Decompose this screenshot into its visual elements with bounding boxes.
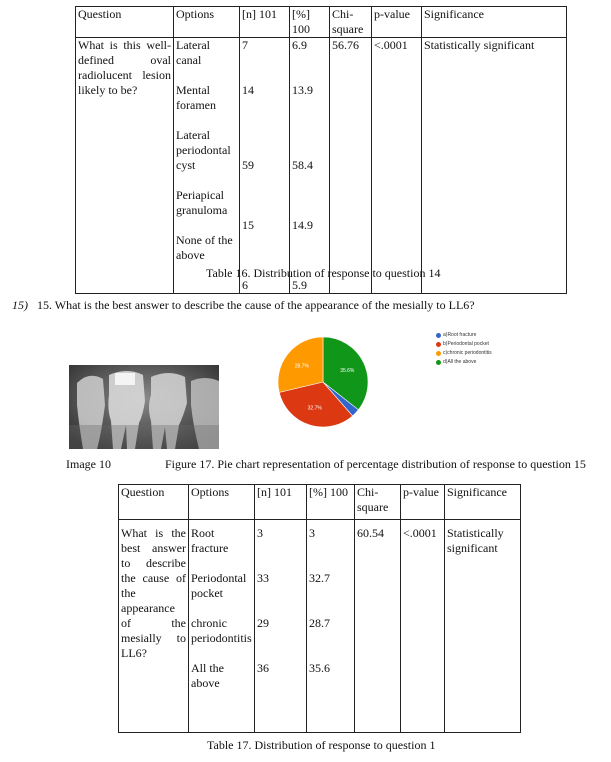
- header-options: Options: [174, 7, 240, 38]
- option-text: Periodontal pocket: [191, 571, 247, 600]
- header-options: Options: [189, 485, 255, 520]
- legend-label: b)Periodontal pocket: [443, 341, 489, 347]
- n-value: 59: [242, 158, 254, 172]
- image-10-caption: Image 10: [66, 457, 111, 471]
- question-15-text: 15. What is the best answer to describe the cause of the appearance of the mesially to LL6?: [37, 298, 475, 312]
- figure-17-caption: Figure 17. Pie chart representation of percentage distribution of response to question 15: [165, 457, 586, 471]
- question-cell: What is this well-defined oval radiolucent lesion likely to be?: [76, 38, 174, 294]
- header-pct: [%] 100: [290, 7, 330, 38]
- legend-item: [436, 350, 492, 356]
- option-text: Periapical granuloma: [176, 188, 228, 217]
- significance-cell: Statistically significant: [422, 38, 567, 294]
- pie-slice-label: 28.7%: [294, 363, 309, 370]
- table-16-body: [76, 38, 567, 294]
- header-chi-square: Chi-square: [330, 7, 372, 38]
- table-17: [118, 484, 521, 733]
- chi-square-cell: 56.76: [330, 38, 372, 294]
- n-value: 29: [257, 616, 269, 630]
- n-value: 7: [242, 38, 248, 52]
- option-text: Mental foramen: [176, 83, 216, 112]
- option-text: Lateral periodontal cyst: [176, 128, 231, 172]
- header-question: Question: [119, 485, 189, 520]
- option-text: chronic periodontitis: [191, 616, 252, 645]
- question-15-line: [12, 298, 475, 313]
- option-text: Lateral canal: [176, 38, 210, 67]
- pie-chart: [270, 322, 570, 434]
- n-value: 14: [242, 83, 254, 97]
- n-value: 15: [242, 218, 254, 232]
- pie-slice-label: 32.7%: [307, 405, 322, 412]
- pct-value: 3: [309, 526, 315, 540]
- pct-cell: [290, 38, 330, 294]
- pct-value: 28.7: [309, 616, 330, 630]
- xray-drawing: [69, 365, 219, 449]
- table-16-caption: Table 16. Distribution of response to question 14: [206, 266, 441, 280]
- p-value-cell: <.0001: [372, 38, 422, 294]
- legend-item: [436, 341, 489, 347]
- table-16: [75, 6, 567, 294]
- table-17-body: [119, 520, 521, 733]
- pct-value: 32.7: [309, 571, 330, 585]
- n-value: 6: [242, 278, 248, 292]
- dental-xray-image: [69, 365, 219, 449]
- legend-swatch: [436, 342, 441, 347]
- n-value: 3: [257, 526, 263, 540]
- header-n: [n] 101: [255, 485, 307, 520]
- pct-cell: [307, 520, 355, 733]
- header-n: [n] 101: [240, 7, 290, 38]
- header-chi-square: Chi-square: [355, 485, 401, 520]
- pct-value: 6.9: [292, 38, 307, 52]
- legend-label: c)chronic periodontitis: [443, 350, 492, 356]
- legend-label: a)Root fracture: [443, 332, 477, 338]
- table-17-caption: Table 17. Distribution of response to question 1: [207, 738, 436, 752]
- legend-item: [436, 332, 476, 338]
- legend-item: [436, 359, 476, 365]
- header-p-value: p-value: [401, 485, 445, 520]
- pct-value: 35.6: [309, 661, 330, 675]
- legend-swatch: [436, 351, 441, 356]
- pie-slice-label: 35.6%: [340, 368, 355, 375]
- option-text: All the above: [191, 661, 224, 690]
- question-15-marker: 15): [12, 298, 28, 312]
- header-significance: Significance: [445, 485, 521, 520]
- pct-value: 5.9: [292, 278, 307, 292]
- options-cell: [189, 520, 255, 733]
- legend-swatch: [436, 333, 441, 338]
- header-question: Question: [76, 7, 174, 38]
- header-pct: [%] 100: [307, 485, 355, 520]
- table-17-header: [119, 485, 521, 520]
- legend-label: d)All the above: [443, 359, 477, 365]
- pct-value: 13.9: [292, 83, 313, 97]
- legend-swatch: [436, 360, 441, 365]
- options-cell: [174, 38, 240, 294]
- table-16-header: [76, 7, 567, 38]
- option-text: None of the above: [176, 233, 233, 262]
- n-value: 36: [257, 661, 269, 675]
- question-cell: What is the best answer to describe the cause of the appearance of the mesially to LL6?: [119, 520, 189, 733]
- n-cell: [240, 38, 290, 294]
- n-cell: [255, 520, 307, 733]
- significance-cell: Statistically significant: [445, 520, 521, 733]
- p-value-cell: <.0001: [401, 520, 445, 733]
- chi-square-cell: 60.54: [355, 520, 401, 733]
- pct-value: 14.9: [292, 218, 313, 232]
- header-significance: Significance: [422, 7, 567, 38]
- n-value: 33: [257, 571, 269, 585]
- header-p-value: p-value: [372, 7, 422, 38]
- pct-value: 58.4: [292, 158, 313, 172]
- option-text: Root fracture: [191, 526, 229, 555]
